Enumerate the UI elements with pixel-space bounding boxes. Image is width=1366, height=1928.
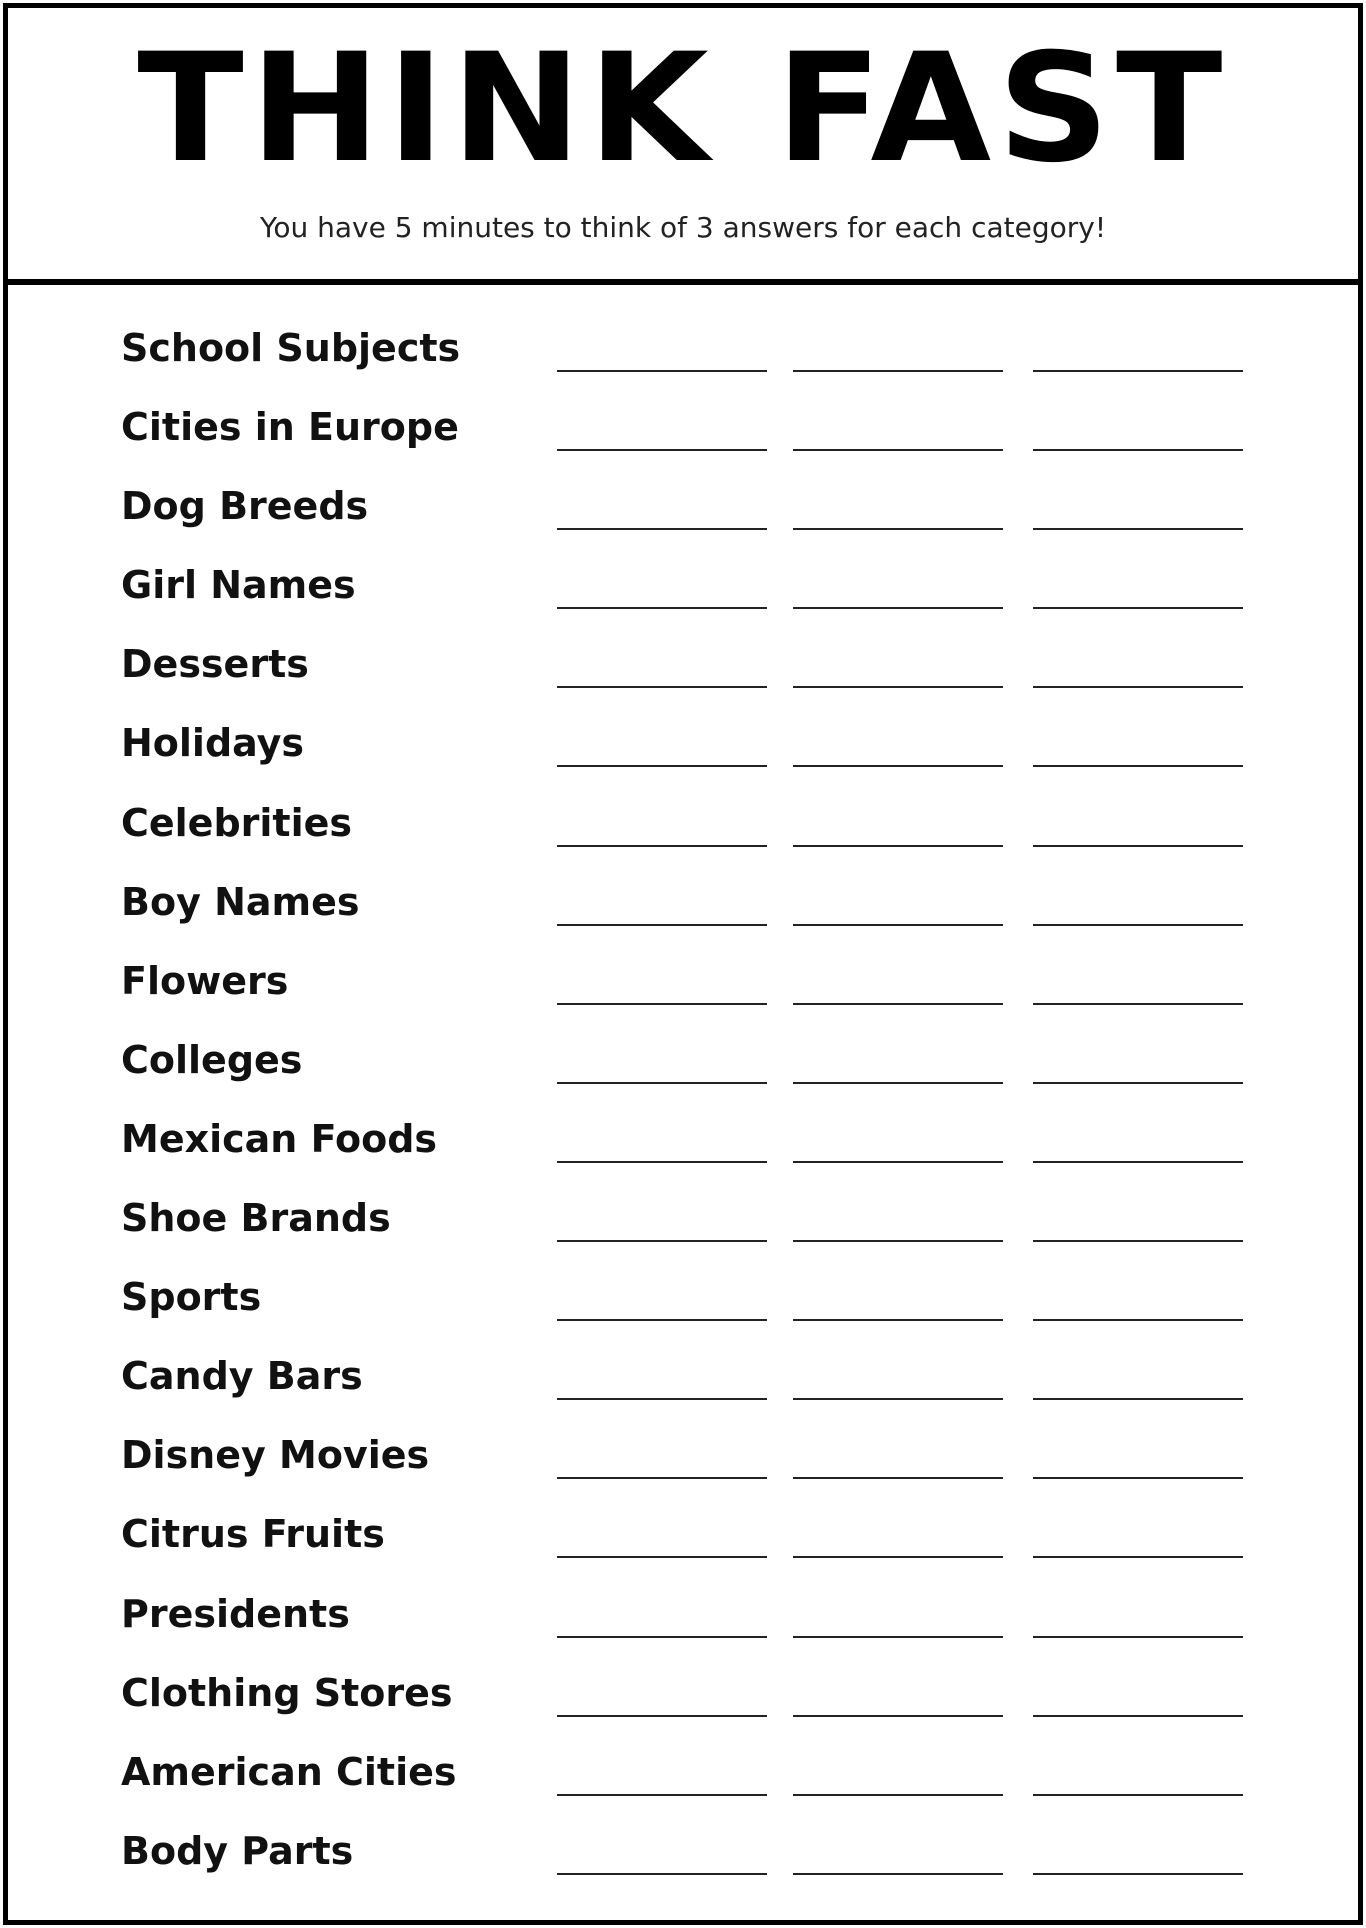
category-label: Celebrities [121, 800, 353, 845]
category-label: Mexican Foods [121, 1116, 438, 1161]
category-label: Cities in Europe [121, 405, 459, 450]
category-label: Flowers [121, 958, 289, 1003]
answer-line[interactable] [557, 1319, 767, 1321]
answer-line[interactable] [793, 765, 1003, 767]
category-row [8, 1425, 1358, 1504]
category-label: Dog Breeds [121, 484, 369, 529]
category-row [8, 1109, 1358, 1188]
category-label: Holidays [121, 721, 305, 766]
answer-line[interactable] [1033, 1161, 1243, 1163]
category-row [8, 634, 1358, 713]
category-label: Girl Names [121, 563, 356, 608]
answer-line[interactable] [793, 1319, 1003, 1321]
category-row [8, 555, 1358, 634]
answer-line[interactable] [557, 1082, 767, 1084]
category-label: Disney Movies [121, 1433, 430, 1478]
category-row [8, 1584, 1358, 1663]
answer-line[interactable] [1033, 765, 1243, 767]
answer-line[interactable] [557, 1715, 767, 1717]
category-row [8, 397, 1358, 476]
answer-line[interactable] [793, 1715, 1003, 1717]
category-row [8, 1742, 1358, 1821]
answer-line[interactable] [1033, 1240, 1243, 1242]
answer-line[interactable] [557, 1556, 767, 1558]
answer-line[interactable] [793, 845, 1003, 847]
answer-line[interactable] [557, 1161, 767, 1163]
answer-line[interactable] [1033, 845, 1243, 847]
category-label: Shoe Brands [121, 1196, 391, 1241]
page-title: THINK FAST [137, 22, 1229, 196]
category-label: Body Parts [121, 1828, 354, 1873]
category-label: Boy Names [121, 879, 360, 924]
answer-line[interactable] [793, 1556, 1003, 1558]
category-label: Colleges [121, 1037, 303, 1082]
answer-line[interactable] [793, 1240, 1003, 1242]
answer-line[interactable] [793, 370, 1003, 372]
answer-line[interactable] [793, 1161, 1003, 1163]
answer-line[interactable] [557, 1794, 767, 1796]
instructions: You have 5 minutes to think of 3 answers for each category! [259, 211, 1107, 244]
answer-line[interactable] [1033, 1477, 1243, 1479]
category-row [8, 1188, 1358, 1267]
header [8, 8, 1358, 285]
answer-line[interactable] [793, 1477, 1003, 1479]
answer-line[interactable] [1033, 1003, 1243, 1005]
category-row [8, 793, 1358, 872]
answer-line[interactable] [793, 607, 1003, 609]
answer-line[interactable] [793, 1003, 1003, 1005]
category-label: Presidents [121, 1591, 350, 1636]
answer-line[interactable] [793, 1398, 1003, 1400]
answer-line[interactable] [1033, 449, 1243, 451]
answer-line[interactable] [557, 370, 767, 372]
answer-line[interactable] [1033, 1715, 1243, 1717]
answer-line[interactable] [793, 686, 1003, 688]
answer-line[interactable] [1033, 1873, 1243, 1875]
answer-line[interactable] [557, 1477, 767, 1479]
answer-line[interactable] [1033, 686, 1243, 688]
category-label: School Subjects [121, 326, 461, 370]
category-label: Desserts [121, 642, 309, 687]
category-row [8, 872, 1358, 951]
category-row [8, 951, 1358, 1030]
answer-line[interactable] [557, 449, 767, 451]
answer-line[interactable] [557, 845, 767, 847]
answer-line[interactable] [557, 1873, 767, 1875]
answer-line[interactable] [557, 528, 767, 530]
category-label: American Cities [121, 1749, 457, 1794]
answer-line[interactable] [1033, 528, 1243, 530]
category-label: Clothing Stores [121, 1670, 453, 1715]
answer-line[interactable] [1033, 1794, 1243, 1796]
category-row [8, 1821, 1358, 1900]
answer-line[interactable] [557, 765, 767, 767]
worksheet [3, 3, 1363, 1925]
category-row [8, 476, 1358, 555]
answer-line[interactable] [557, 686, 767, 688]
answer-line[interactable] [1033, 607, 1243, 609]
answer-line[interactable] [1033, 1398, 1243, 1400]
category-row [8, 1663, 1358, 1742]
category-label: Sports [121, 1275, 262, 1320]
category-row [8, 1267, 1358, 1346]
answer-line[interactable] [793, 1794, 1003, 1796]
answer-line[interactable] [557, 1240, 767, 1242]
answer-line[interactable] [793, 528, 1003, 530]
category-label: Candy Bars [121, 1354, 363, 1399]
answer-line[interactable] [793, 1873, 1003, 1875]
answer-line[interactable] [1033, 1556, 1243, 1558]
answer-line[interactable] [1033, 1319, 1243, 1321]
category-row [8, 1504, 1358, 1583]
category-label: Citrus Fruits [121, 1512, 385, 1557]
answer-line[interactable] [793, 1082, 1003, 1084]
category-row [8, 713, 1358, 792]
category-row [8, 318, 1358, 397]
answer-line[interactable] [793, 449, 1003, 451]
category-list [8, 318, 1358, 1900]
category-row [8, 1346, 1358, 1425]
answer-line[interactable] [793, 1636, 1003, 1638]
answer-line[interactable] [1033, 924, 1243, 926]
answer-line[interactable] [1033, 370, 1243, 372]
answer-line[interactable] [557, 1398, 767, 1400]
answer-line[interactable] [793, 924, 1003, 926]
answer-line[interactable] [1033, 1636, 1243, 1638]
answer-line[interactable] [557, 607, 767, 609]
answer-line[interactable] [557, 1003, 767, 1005]
category-row [8, 1030, 1358, 1109]
answer-line[interactable] [1033, 1082, 1243, 1084]
answer-line[interactable] [557, 924, 767, 926]
answer-line[interactable] [557, 1636, 767, 1638]
